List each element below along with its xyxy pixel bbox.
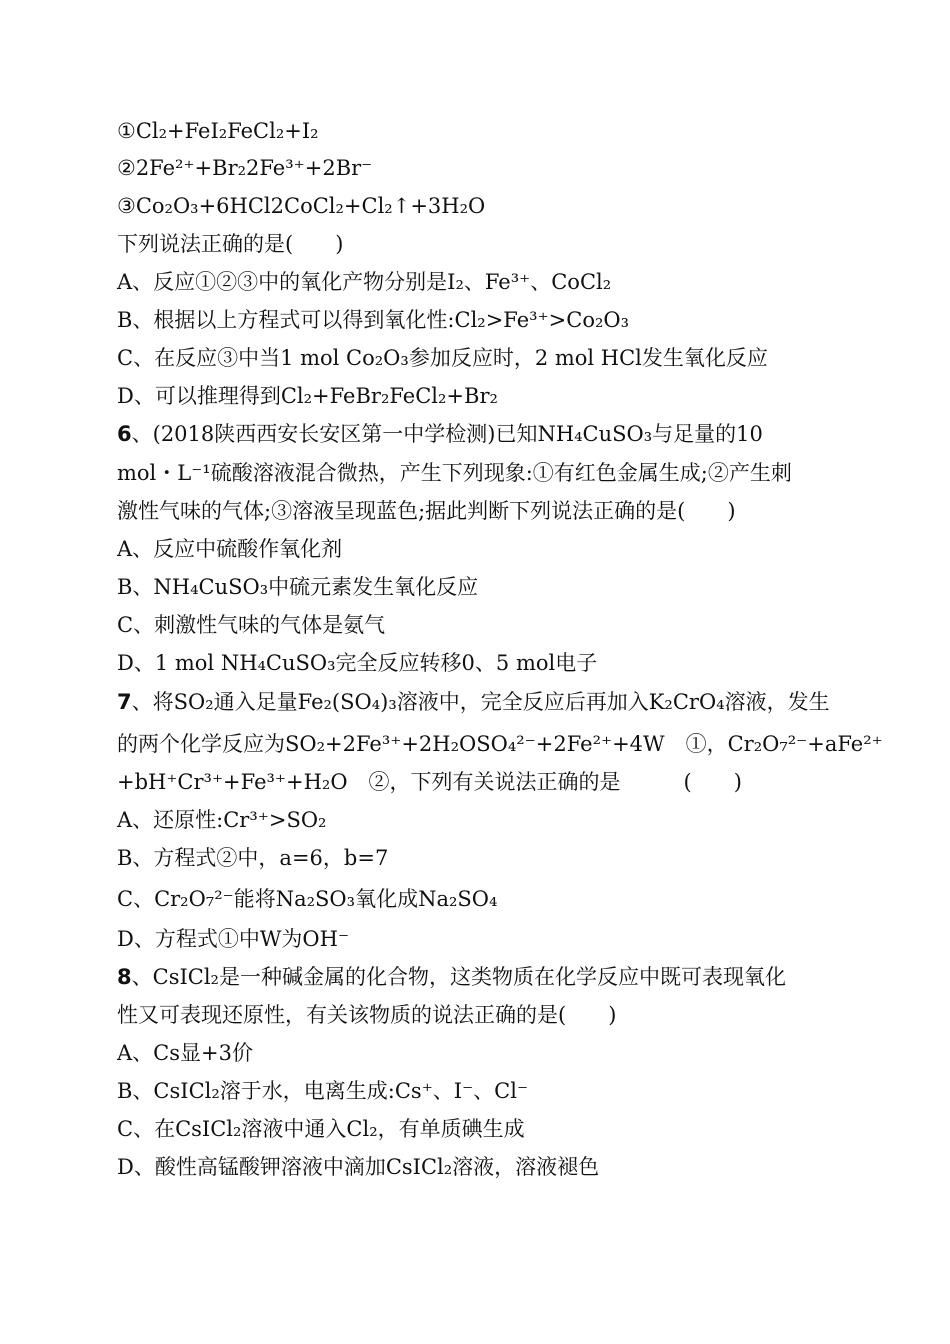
q5-option-c: C、在反应③中当1 mol Co₂O₃参加反应时，2 mol HCl发生氧化反应 xyxy=(117,346,768,370)
q8-option-b: B、CsICl₂溶于水，电离生成:Cs⁺、I⁻、Cl⁻ xyxy=(117,1079,529,1103)
q6-option-a: A、反应中硫酸作氧化剂 xyxy=(117,537,343,561)
q7-stem-line-3: +bH⁺Cr³⁺+Fe³⁺+H₂O ②，下列有关说法正确的是 ( ) xyxy=(117,770,742,794)
q5-stem: 下列说法正确的是( ) xyxy=(117,232,344,256)
q6-stem-line-3: 激性气味的气体;③溶液呈现蓝色;据此判断下列说法正确的是( ) xyxy=(117,499,736,523)
q6-number: 6 xyxy=(117,422,132,446)
q7-option-d: D、方程式①中W为OH⁻ xyxy=(117,927,350,951)
q7-option-b: B、方程式②中，a=6，b=7 xyxy=(117,846,389,870)
q7-stem-line-2: 的两个化学反应为SO₂+2Fe³⁺+2H₂OSO₄²⁻+2Fe²⁺+4W ①，Cr₂O₇²⁻+aFe²⁺ xyxy=(117,732,883,756)
q6-stem-line-2: mol・L⁻¹硫酸溶液混合微热，产生下列现象:①有红色金属生成;②产生刺 xyxy=(117,461,792,485)
q5-option-a: A、反应①②③中的氧化产物分别是I₂、Fe³⁺、CoCl₂ xyxy=(117,270,612,294)
q6-option-b: B、NH₄CuSO₃中硫元素发生氧化反应 xyxy=(117,575,479,599)
q6-stem-line-1: 6、(2018陕西西安长安区第一中学检测)已知NH₄CuSO₃与足量的10 xyxy=(117,422,763,446)
q5-equation-1: ①Cl₂+FeI₂FeCl₂+I₂ xyxy=(117,119,319,143)
q8-option-c: C、在CsICl₂溶液中通入Cl₂，有单质碘生成 xyxy=(117,1117,525,1141)
q6-option-d: D、1 mol NH₄CuSO₃完全反应转移0、5 mol电子 xyxy=(117,651,598,675)
q5-equation-3: ③Co₂O₃+6HCl2CoCl₂+Cl₂↑+3H₂O xyxy=(117,194,486,218)
q7-option-a: A、还原性:Cr³⁺>SO₂ xyxy=(117,808,327,832)
q8-number: 8 xyxy=(117,965,132,989)
q8-option-d: D、酸性高锰酸钾溶液中滴加CsICl₂溶液，溶液褪色 xyxy=(117,1155,600,1179)
q5-option-d: D、可以推理得到Cl₂+FeBr₂FeCl₂+Br₂ xyxy=(117,384,498,408)
q7-number: 7 xyxy=(117,690,132,714)
q8-option-a: A、Cs显+3价 xyxy=(117,1041,253,1065)
q6-option-c: C、刺激性气味的气体是氨气 xyxy=(117,613,386,637)
q5-equation-2: ②2Fe²⁺+Br₂2Fe³⁺+2Br⁻ xyxy=(117,156,373,180)
q8-stem-line-2: 性又可表现还原性，有关该物质的说法正确的是( ) xyxy=(117,1003,617,1027)
q5-option-b: B、根据以上方程式可以得到氧化性:Cl₂>Fe³⁺>Co₂O₃ xyxy=(117,308,630,332)
q7-stem-line-1: 7、将SO₂通入足量Fe₂(SO₄)₃溶液中，完全反应后再加入K₂CrO₄溶液，发生 xyxy=(117,690,830,714)
q8-stem-line-1: 8、CsICl₂是一种碱金属的化合物，这类物质在化学反应中既可表现氧化 xyxy=(117,965,786,989)
q7-option-c: C、Cr₂O₇²⁻能将Na₂SO₃氧化成Na₂SO₄ xyxy=(117,887,498,911)
